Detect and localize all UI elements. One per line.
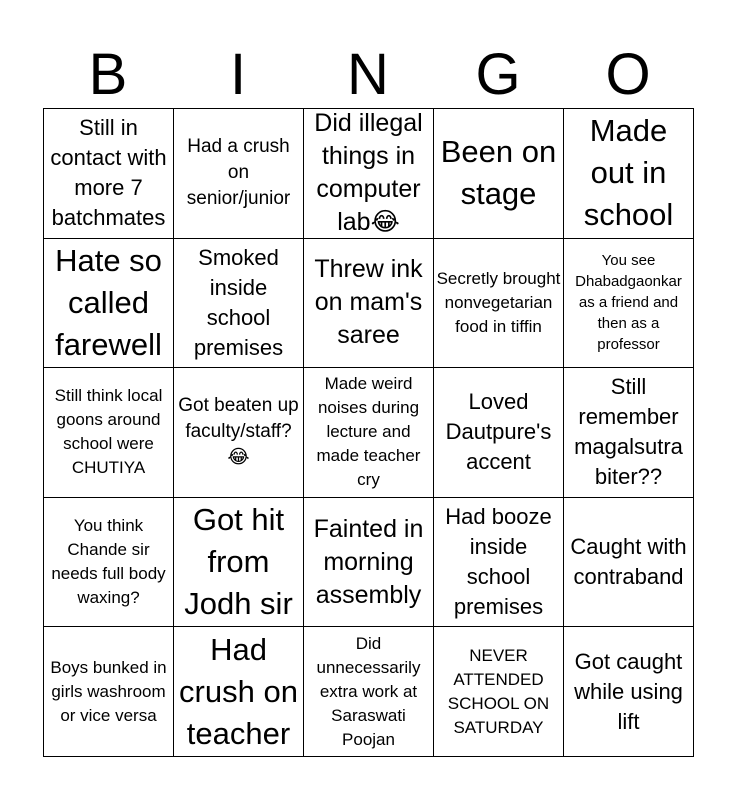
cell-text: Hate so called farewell — [55, 242, 162, 362]
cell-text: Made out in school — [583, 113, 674, 233]
bingo-cell[interactable] — [44, 239, 174, 369]
bingo-cell[interactable] — [44, 109, 174, 239]
bingo-cell[interactable] — [304, 498, 434, 628]
cell-text: Had a crush on senior/junior — [186, 136, 291, 210]
cell-text: NEVER ATTENDED SCHOOL ON SATURDAY — [447, 645, 550, 737]
cell-text: Smoked inside school premises — [193, 244, 284, 360]
cell-text: Still remember magalsutra biter?? — [574, 374, 683, 490]
bingo-header — [43, 44, 693, 106]
bingo-cell[interactable] — [44, 627, 174, 757]
cell-text: You think Chande sir needs full body waxing? — [51, 516, 166, 608]
bingo-cell[interactable] — [174, 498, 304, 628]
cell-text: You see Dhabadgaonkar as a friend and then as a professor — [575, 252, 682, 354]
bingo-cell[interactable] — [434, 627, 564, 757]
bingo-cell[interactable] — [564, 368, 694, 498]
bingo-cell[interactable] — [564, 498, 694, 628]
bingo-cell[interactable] — [304, 239, 434, 369]
cell-text: Had crush on teacher — [179, 631, 298, 751]
cell-text: Secretly brought nonvegetarian food in tiffin — [436, 268, 561, 336]
bingo-grid — [43, 108, 694, 757]
bingo-cell[interactable] — [174, 368, 304, 498]
bingo-cell[interactable] — [174, 109, 304, 239]
bingo-cell[interactable] — [564, 627, 694, 757]
cell-text: Did illegal things in computer lab😂 — [314, 109, 423, 237]
bingo-cell[interactable] — [304, 368, 434, 498]
bingo-cell[interactable] — [434, 498, 564, 628]
bingo-cell[interactable] — [434, 239, 564, 369]
bingo-cell[interactable] — [304, 109, 434, 239]
cell-text: Made weird noises during lecture and made teacher cry — [316, 374, 421, 490]
bingo-cell[interactable] — [44, 368, 174, 498]
cell-text: Did unnecessarily extra work at Saraswati Poojan — [316, 633, 421, 749]
bingo-cell[interactable] — [174, 239, 304, 369]
header-letter-g: G — [475, 42, 521, 107]
bingo-cell[interactable] — [304, 627, 434, 757]
cell-text: Boys bunked in girls washroom or vice versa — [50, 657, 167, 725]
bingo-cell[interactable] — [174, 627, 304, 757]
header-letter-o: O — [605, 42, 651, 107]
cell-text: Still think local goons around school were CHUTIYA — [54, 386, 163, 478]
header-letter-i: I — [229, 42, 247, 107]
cell-text: Got beaten up faculty/staff?😂 — [178, 395, 299, 469]
bingo-cell[interactable] — [564, 109, 694, 239]
bingo-cell[interactable] — [434, 368, 564, 498]
cell-text: Had booze inside school premises — [445, 504, 552, 620]
cell-text: Threw ink on mam's saree — [314, 255, 423, 350]
cell-text: Loved Dautpure's accent — [445, 389, 552, 475]
bingo-cell[interactable] — [564, 239, 694, 369]
bingo-cell[interactable] — [44, 498, 174, 628]
cell-text: Been on stage — [440, 134, 557, 212]
cell-text: Got caught while using lift — [574, 648, 683, 734]
cell-text: Got hit from Jodh sir — [184, 502, 293, 622]
header-letter-n: N — [347, 42, 389, 107]
bingo-cell[interactable] — [434, 109, 564, 239]
cell-text: Fainted in morning assembly — [313, 514, 424, 609]
header-letter-b: B — [88, 42, 128, 107]
cell-text: Still in contact with more 7 batchmates — [50, 115, 167, 231]
cell-text: Caught with contraband — [570, 534, 687, 590]
